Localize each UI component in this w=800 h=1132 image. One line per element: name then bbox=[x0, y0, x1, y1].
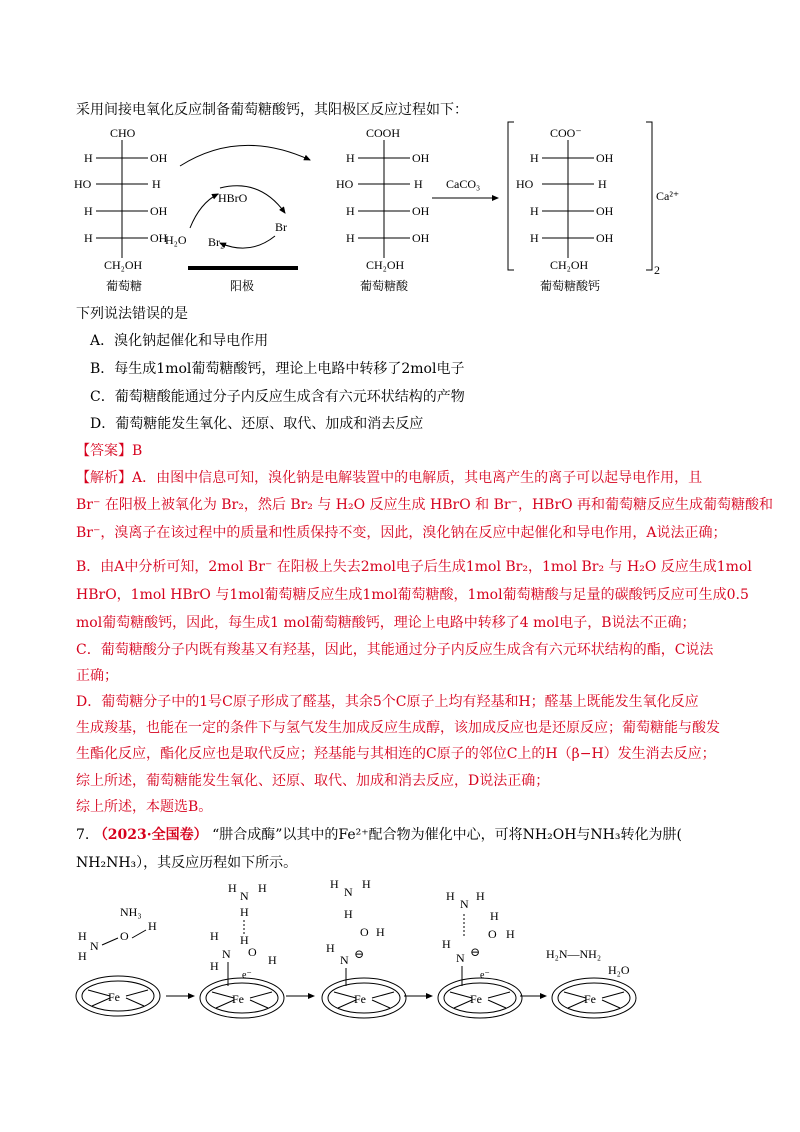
water-label: H₂O bbox=[608, 963, 630, 977]
step1-fe: Fe bbox=[108, 990, 120, 1004]
analysis-line-10: 生成羧基，也能在一定的条件下与氢气发生加成反应生成醇，该加成反应也是还原反应；葡萄糖能与酸发 bbox=[76, 720, 720, 736]
svg-text:H: H bbox=[506, 927, 515, 941]
q7-text-2: NH₂NH₃），其反应历程如下所示。 bbox=[76, 855, 298, 871]
anode-caption: 阳极 bbox=[230, 279, 255, 293]
svg-text:H: H bbox=[152, 177, 161, 191]
svg-text:H: H bbox=[228, 881, 237, 895]
svg-text:H: H bbox=[210, 929, 219, 943]
q6-stem: 下列说法错误的是 bbox=[76, 306, 188, 322]
svg-text:OH: OH bbox=[412, 151, 430, 165]
analysis-line-4: B．由A中分析可知，2mol Br⁻ 在阳极上失去2mol电子后生成1mol Br₂，1mol Br₂ 与 H₂O 反应生成1mol bbox=[76, 559, 752, 575]
svg-text:H: H bbox=[148, 919, 157, 933]
svg-text:HO: HO bbox=[516, 177, 534, 191]
svg-text:H: H bbox=[258, 881, 267, 895]
svg-text:H: H bbox=[414, 177, 423, 191]
svg-text:H: H bbox=[240, 933, 249, 947]
analysis-line-9: D．葡萄糖分子中的1号C原子形成了醛基，其余5个C原子上均有羟基和H；醛基上既能发生氧化反应 bbox=[76, 694, 699, 710]
hbro-label: HBrO bbox=[218, 191, 248, 205]
svg-text:⊖: ⊖ bbox=[470, 945, 481, 959]
mech-step-3 bbox=[322, 878, 406, 1018]
br2-label: Br₂ bbox=[208, 235, 225, 249]
analysis-line-2: Br⁻ 在阳极上被氧化为 Br₂，然后 Br₂ 与 H₂O 反应生成 HBrO 和 Br⁻，HBrO 再和葡萄糖反应生成葡萄糖酸和 bbox=[76, 497, 774, 513]
svg-text:H: H bbox=[78, 949, 87, 963]
svg-text:H: H bbox=[84, 231, 93, 245]
mech-step-2 bbox=[200, 881, 284, 1018]
svg-text:O: O bbox=[120, 929, 129, 943]
svg-text:H: H bbox=[326, 941, 335, 955]
reaction-scheme-figure bbox=[70, 118, 710, 298]
anode-cycle bbox=[165, 145, 310, 293]
caco3-label: CaCO₃ bbox=[446, 177, 481, 191]
svg-text:CH₂OH: CH₂OH bbox=[104, 258, 143, 272]
svg-text:CH₂OH: CH₂OH bbox=[550, 258, 589, 272]
svg-text:H: H bbox=[530, 151, 539, 165]
q7-number: 7. bbox=[76, 827, 90, 843]
svg-text:H: H bbox=[330, 878, 339, 891]
analysis-line-6: mol葡萄糖酸钙，因此，每生成1 mol葡萄糖酸钙，理论上电路中转移了4 mol电子，B说法不正确； bbox=[76, 615, 696, 631]
glucose-caption: 葡萄糖 bbox=[106, 279, 143, 293]
hydrazine-mechanism-figure bbox=[70, 878, 710, 1028]
svg-text:H: H bbox=[84, 151, 93, 165]
svg-text:OH: OH bbox=[596, 231, 614, 245]
analysis-line-12: 综上所述，葡萄糖能发生氧化、还原、取代、加成和消去反应，D说法正确； bbox=[76, 773, 550, 789]
option-b: B．每生成1mol葡萄糖酸钙，理论上电路中转移了2mol电子 bbox=[90, 361, 465, 377]
q6-intro: 采用间接电氧化反应制备葡萄糖酸钙，其阳极区反应过程如下： bbox=[76, 102, 468, 118]
salt-subscript: 2 bbox=[654, 263, 660, 277]
br-label: Br bbox=[275, 220, 287, 234]
svg-text:H: H bbox=[362, 878, 371, 891]
glucose-structure bbox=[72, 126, 174, 293]
q7-line-1 bbox=[76, 825, 682, 845]
analysis-line-11: 生酯化反应，酯化反应也是取代反应；羟基能与其相连的C原子的邻位C上的H（β−H）发生消去反应； bbox=[76, 746, 716, 762]
svg-text:COO⁻: COO⁻ bbox=[550, 126, 582, 140]
svg-text:H: H bbox=[78, 929, 87, 943]
svg-text:N: N bbox=[460, 897, 469, 911]
svg-text:H: H bbox=[376, 925, 385, 939]
svg-text:H: H bbox=[490, 909, 499, 923]
svg-text:H: H bbox=[442, 937, 451, 951]
svg-text:H: H bbox=[344, 907, 353, 921]
analysis-line-5: HBrO，1mol HBrO 与1mol葡萄糖反应生成1mol葡萄糖酸，1mol葡萄糖酸与足量的碳酸钙反应可生成0.5 bbox=[76, 587, 749, 603]
q7-text-1: “肼合成酶”以其中的Fe²⁺配合物为催化中心，可将NH₂OH与NH₃转化为肼( bbox=[212, 827, 682, 843]
svg-text:e⁻: e⁻ bbox=[480, 970, 490, 981]
svg-text:N: N bbox=[340, 953, 349, 967]
glucose-top: CHO bbox=[110, 126, 136, 140]
svg-text:Fe: Fe bbox=[232, 992, 244, 1006]
svg-text:O: O bbox=[488, 927, 497, 941]
svg-text:H: H bbox=[210, 959, 219, 973]
analysis-line-1: 【解析】A．由图中信息可知，溴化钠是电解装置中的电解质，其电离产生的离子可以起导电作用，且 bbox=[76, 470, 703, 486]
calcium-gluconate-structure bbox=[508, 122, 679, 293]
analysis-line-3: Br⁻，溴离子在该过程中的质量和性质保持不变，因此，溴化钠在反应中起催化和导电作用，A说法正确； bbox=[76, 525, 727, 541]
svg-text:CH₂OH: CH₂OH bbox=[366, 258, 405, 272]
svg-text:H: H bbox=[346, 151, 355, 165]
svg-text:H: H bbox=[84, 204, 93, 218]
svg-text:⊖: ⊖ bbox=[354, 947, 365, 961]
svg-text:HO: HO bbox=[336, 177, 354, 191]
svg-text:H: H bbox=[268, 953, 277, 967]
svg-text:OH: OH bbox=[596, 204, 614, 218]
analysis-line-13: 综上所述，本题选B。 bbox=[76, 799, 213, 815]
svg-text:Fe: Fe bbox=[354, 992, 366, 1006]
mech-step-4 bbox=[438, 889, 522, 1018]
svg-text:N: N bbox=[90, 939, 99, 953]
svg-text:H: H bbox=[240, 905, 249, 919]
caco3-arrow bbox=[432, 177, 498, 198]
mech-step-1 bbox=[76, 905, 160, 1016]
salt-caption: 葡萄糖酸钙 bbox=[540, 279, 601, 293]
svg-text:O: O bbox=[360, 925, 369, 939]
svg-text:N: N bbox=[240, 889, 249, 903]
option-a: A．溴化钠起催化和导电作用 bbox=[90, 333, 269, 349]
svg-text:COOH: COOH bbox=[366, 126, 401, 140]
option-c: C．葡萄糖酸能通过分子内反应生成含有六元环状结构的产物 bbox=[90, 389, 465, 405]
q7-source: （2023·全国卷） bbox=[93, 827, 208, 843]
acid-caption: 葡萄糖酸 bbox=[360, 279, 409, 293]
option-d: D．葡萄糖能发生氧化、还原、取代、加成和消去反应 bbox=[90, 416, 424, 432]
svg-text:H: H bbox=[446, 889, 455, 903]
step1-nh3: NH₃ bbox=[120, 905, 142, 919]
svg-text:N: N bbox=[456, 951, 465, 965]
svg-text:N: N bbox=[222, 947, 231, 961]
svg-text:e⁻: e⁻ bbox=[242, 970, 252, 981]
analysis-line-8: 正确； bbox=[76, 668, 118, 684]
svg-text:H: H bbox=[346, 231, 355, 245]
svg-text:OH: OH bbox=[412, 204, 430, 218]
mech-step-5 bbox=[546, 947, 636, 1018]
svg-text:H: H bbox=[346, 204, 355, 218]
hydrazine-label: H₂N—NH₂ bbox=[546, 947, 602, 961]
svg-text:N: N bbox=[344, 885, 353, 899]
svg-text:OH: OH bbox=[150, 231, 168, 245]
svg-text:HO: HO bbox=[74, 177, 92, 191]
svg-text:OH: OH bbox=[150, 204, 168, 218]
svg-text:Fe: Fe bbox=[584, 992, 596, 1006]
answer: 【答案】B bbox=[76, 443, 143, 459]
svg-text:Fe: Fe bbox=[470, 992, 482, 1006]
svg-text:H: H bbox=[476, 889, 485, 903]
svg-text:O: O bbox=[248, 945, 257, 959]
svg-text:H: H bbox=[530, 231, 539, 245]
svg-text:H: H bbox=[598, 177, 607, 191]
svg-text:H: H bbox=[530, 204, 539, 218]
svg-text:OH: OH bbox=[150, 151, 168, 165]
ca-cation: Ca²⁺ bbox=[656, 189, 680, 203]
svg-text:OH: OH bbox=[596, 151, 614, 165]
svg-text:OH: OH bbox=[412, 231, 430, 245]
analysis-line-7: C．葡萄糖酸分子内既有羧基又有羟基，因此，其能通过分子内反应生成含有六元环状结构的酯，C说法 bbox=[76, 642, 714, 658]
h2o-label: H₂O bbox=[165, 233, 187, 247]
gluconic-acid-structure bbox=[334, 126, 436, 293]
